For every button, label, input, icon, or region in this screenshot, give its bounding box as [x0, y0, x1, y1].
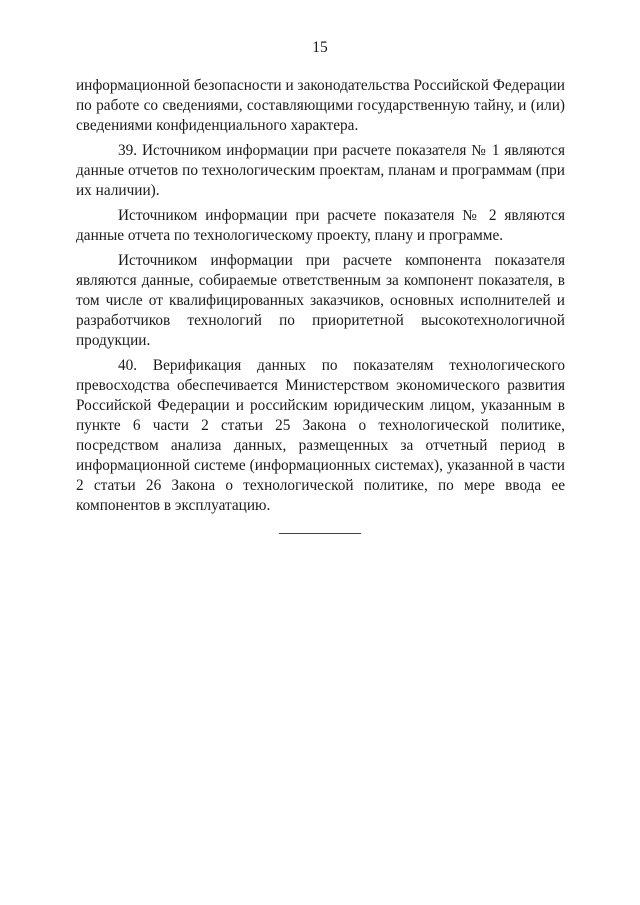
end-of-document-rule: [279, 533, 361, 534]
paragraph-item-40: 40. Верификация данных по показателям технологического превосходства обеспечивается Министерством экономического развития Российской Федерации и российским юридическим лицом, указанным в пункте 6 части 2 статьи 25 Закона о технологической политике, посредством анализа данных, размещенных за отчетный период в информационной системе (информационных системах), указанной в части 2 статьи 26 Закона о технологической политике, по мере ввода ее компонентов в эксплуатацию.: [76, 357, 565, 514]
page-number: 15: [312, 39, 328, 56]
paragraph-item-39: 39. Источником информации при расчете показателя № 1 являются данные отчетов по технологическим проектам, планам и программам (при их наличии).: [76, 142, 565, 199]
document-body: [76, 76, 565, 516]
paragraph-continuation: информационной безопасности и законодательства Российской Федерации по работе со сведениями, составляющими государственную тайну, и (или) сведениями конфиденциального характера.: [76, 77, 565, 134]
paragraph-component-source: Источником информации при расчете компонента показателя являются данные, собираемые ответственным за компонент показателя, в том числе от квалифицированных заказчиков, основных исполнителей и разработчиков технологий по приоритетной высокотехнологичной продукции.: [76, 252, 565, 349]
paragraph-indicator-2-source: Источником информации при расчете показателя № 2 являются данные отчета по технологическому проекту, плану и программе.: [76, 207, 565, 244]
